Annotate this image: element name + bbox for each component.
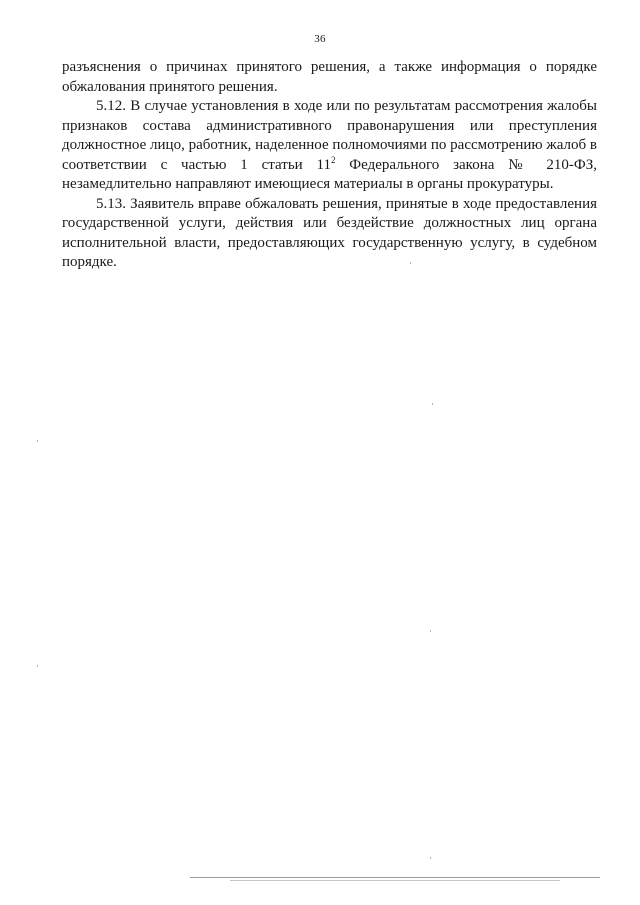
paragraph-line: признаков состава административного правонарушения или преступления [62, 117, 597, 134]
paragraph-line: 5.13. Заявитель вправе обжаловать решения, принятые в ходе предоставления [96, 195, 597, 212]
bottom-scan-line [190, 877, 600, 878]
scan-speck [37, 665, 38, 667]
paragraph-line: должностное лицо, работник, наделенное полномочиями по рассмотрению жалоб в [62, 137, 597, 153]
paragraph-line: порядке. [62, 254, 117, 270]
paragraph-line: исполнительной власти, предоставляющих государственную услугу, в судебном [62, 234, 597, 251]
paragraph-intro [62, 58, 597, 97]
superscript: 2 [330, 154, 336, 165]
paragraph-line: государственной услуги, действия или бездействие должностных лиц органа [62, 215, 597, 231]
scan-speck [37, 440, 38, 442]
document-body [62, 58, 597, 273]
bottom-scan-line [230, 880, 560, 881]
text-segment: соответствии с частью 1 статьи 11 [62, 156, 331, 173]
paragraph-5-13 [62, 195, 597, 273]
scan-speck [410, 262, 411, 264]
paragraph-line-with-superscript [62, 156, 597, 176]
paragraph-5-12 [62, 97, 597, 195]
scan-speck [430, 857, 431, 859]
scan-speck [432, 403, 433, 405]
paragraph-line: 5.12. В случае установления в ходе или по результатам рассмотрения жалобы [96, 98, 597, 114]
text-segment: Федерального закона № 210-ФЗ, [335, 156, 597, 173]
paragraph-line: разъяснения о причинах принятого решения, а также информация о порядке [62, 59, 597, 75]
paragraph-line: обжалования принятого решения. [62, 78, 278, 95]
scan-speck [430, 630, 431, 632]
paragraph-line: незамедлительно направляют имеющиеся материалы в органы прокуратуры. [62, 176, 554, 192]
page-number: 36 [314, 33, 326, 45]
